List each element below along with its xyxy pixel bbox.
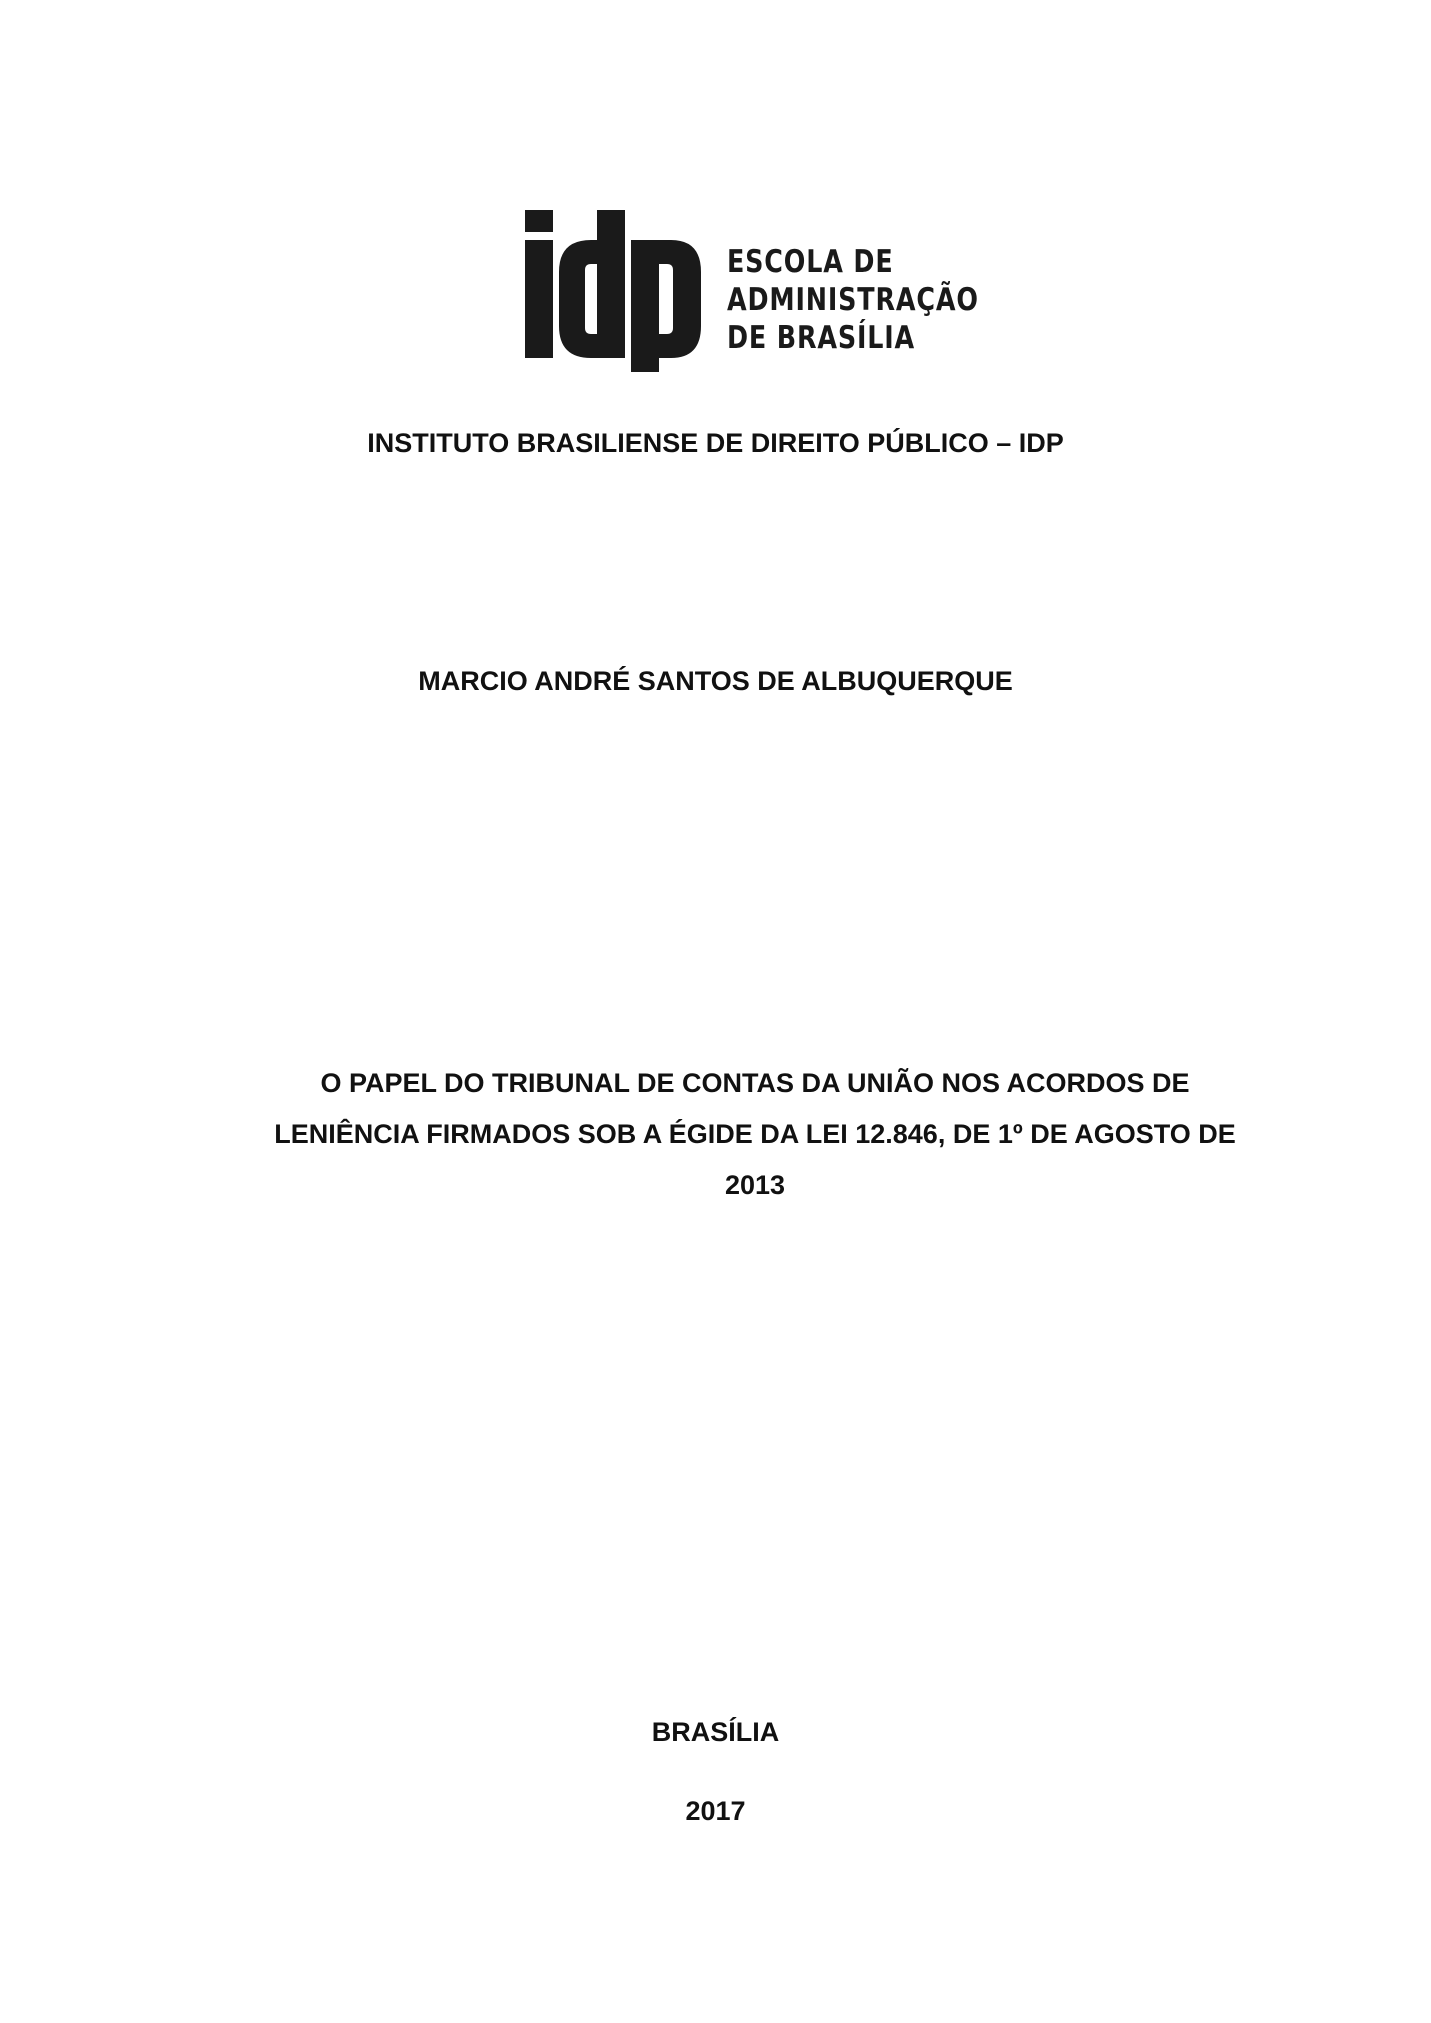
institution-name: INSTITUTO BRASILIENSE DE DIREITO PÚBLICO – IDP xyxy=(367,428,1064,458)
city: BRASÍLIA xyxy=(651,1717,780,1747)
logo-text-line: ESCOLA DE xyxy=(727,244,894,280)
title-line: LENIÊNCIA FIRMADOS SOB A ÉGIDE DA LEI 12.846, DE 1º DE AGOSTO DE xyxy=(274,1119,1236,1149)
logo-text-line: DE BRASÍLIA xyxy=(727,320,916,356)
idp-logo xyxy=(525,210,985,380)
title-line: O PAPEL DO TRIBUNAL DE CONTAS DA UNIÃO NOS ACORDOS DE xyxy=(320,1068,1190,1098)
year: 2017 xyxy=(685,1796,746,1826)
logo-text-line: ADMINISTRAÇÃO xyxy=(727,282,979,318)
author-name: MARCIO ANDRÉ SANTOS DE ALBUQUERQUE xyxy=(418,666,1013,696)
idp-logo-mark xyxy=(525,210,725,380)
thesis-title xyxy=(180,1058,1330,1211)
title-line: 2013 xyxy=(724,1170,786,1200)
logo-school-name xyxy=(727,243,979,357)
